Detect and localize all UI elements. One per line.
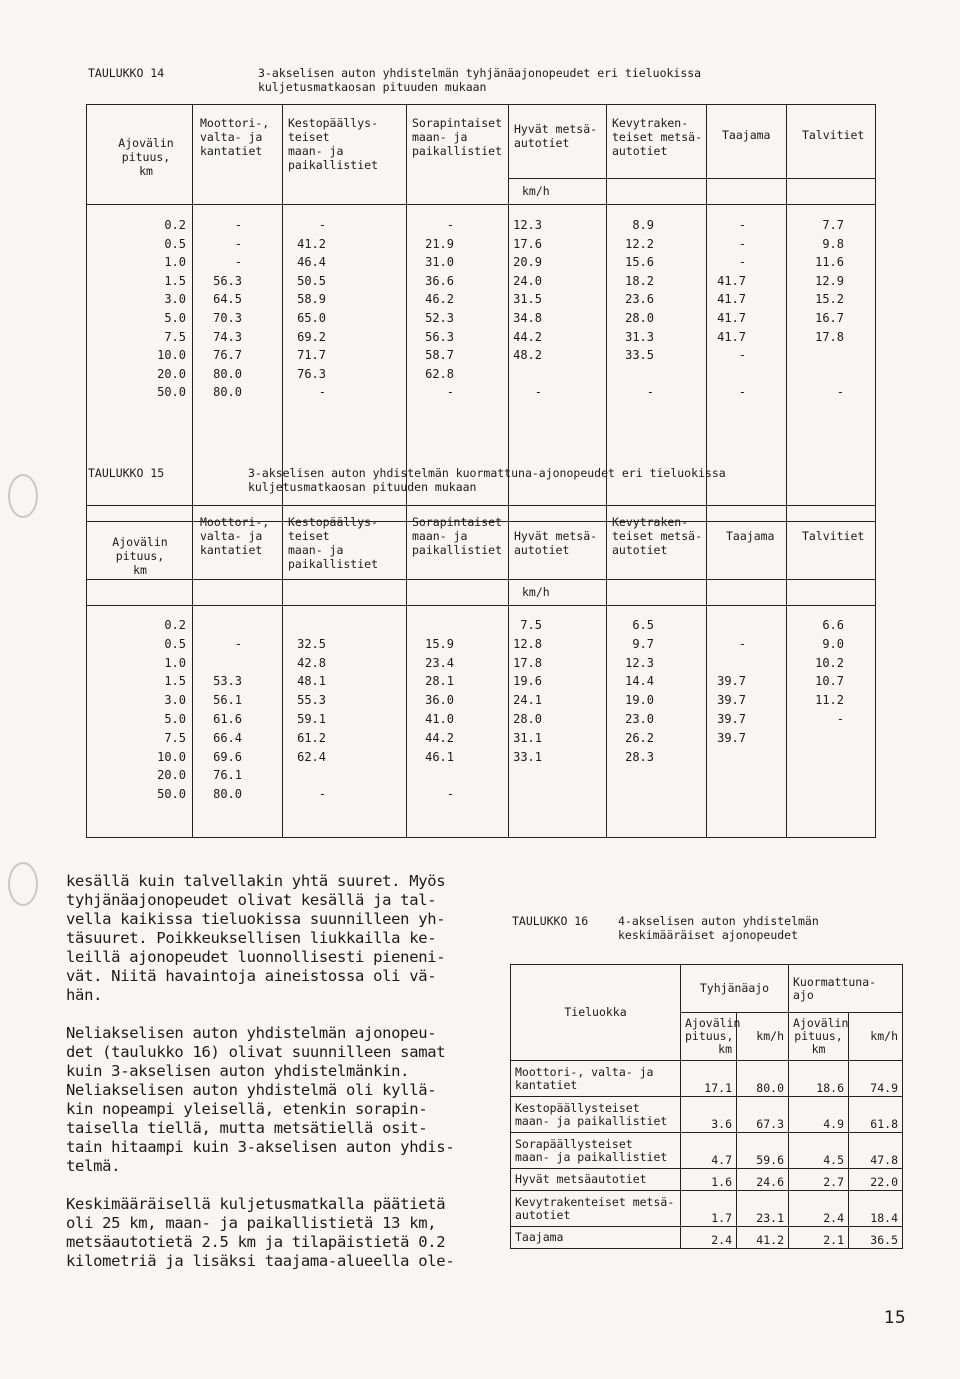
t14-h-unit: km/h [522, 184, 550, 198]
t15-cell: 66.4 [213, 730, 242, 745]
t15-cell: 0.2 [164, 618, 186, 632]
table16 [510, 964, 903, 1249]
t14-h-distance: Ajovälin pituus, km [118, 136, 174, 178]
t15-cell: 12.8 [513, 636, 542, 651]
t14-cell: - [234, 218, 242, 232]
t15-cell: 1.0 [164, 655, 186, 670]
t16-cell: 24.6 [737, 1169, 789, 1191]
t16-h-class: Tieluokka [511, 965, 681, 1061]
t14-cell: - [446, 218, 454, 232]
t16-class-name: Kestopäällysteiset maan- ja paikallistiet [511, 1097, 681, 1133]
t14-cell: 7.7 [822, 218, 844, 232]
t14-cell: - [836, 385, 844, 400]
t15-cell: 28.1 [425, 674, 454, 689]
t15-cell: 3.0 [164, 693, 186, 708]
t14-cell: 0.5 [164, 236, 186, 251]
t14-cell: - [318, 218, 326, 232]
t14-cell: 15.2 [815, 292, 844, 307]
t15-h-distance: Ajovälin pituus, km [112, 535, 168, 577]
t14-cell: 76.3 [297, 366, 326, 381]
t14-cell: 23.6 [625, 292, 654, 307]
t14-cell: 34.8 [513, 311, 542, 325]
t14-cell: 31.5 [513, 292, 542, 307]
t15-cell: 15.9 [425, 636, 454, 651]
t15-cell: 33.1 [513, 749, 542, 764]
t14-h-gravel: Sorapintaiset maan- ja paikallistiet [412, 116, 503, 158]
t14-cell: 1.0 [164, 255, 186, 270]
t15-cell: 6.5 [632, 618, 654, 632]
t14-cell: 69.2 [297, 329, 326, 344]
t15-cell: - [738, 636, 746, 651]
t14-cell: 24.0 [513, 273, 542, 288]
t14-cell: 64.5 [213, 292, 242, 307]
t15-cell: 41.0 [425, 712, 454, 726]
t15-cell: 39.7 [717, 730, 746, 745]
t16-cell: 80.0 [737, 1061, 789, 1097]
t15-cell: 14.4 [625, 674, 654, 689]
t15-cell: 24.1 [513, 693, 542, 708]
t16-cell: 18.4 [849, 1191, 903, 1227]
t15-cell: 12.3 [625, 655, 654, 670]
t16-h-dist-empty: Ajovälin pituus, km [681, 1013, 737, 1061]
t14-cell: 80.0 [213, 385, 242, 400]
t16-h-loaded: Kuormattuna- ajo [789, 965, 903, 1013]
t14-cell: - [738, 236, 746, 251]
t16-class-name: Hyvät metsäautotiet [511, 1169, 681, 1191]
t14-cell: 50.0 [157, 385, 186, 400]
t14-cell: 31.3 [625, 329, 654, 344]
t14-cell: - [646, 385, 654, 400]
t14-cell: 33.5 [625, 348, 654, 363]
t15-cell: 1.5 [164, 674, 186, 689]
t14-h-paved: Kestopäällys- teiset maan- ja paikallistiet [288, 116, 379, 172]
t16-cell: 2.4 [681, 1227, 737, 1249]
t14-cell: 12.2 [625, 236, 654, 251]
t14-cell: - [738, 348, 746, 363]
t15-cell: 76.1 [213, 768, 242, 783]
t14-cell: 41.7 [717, 329, 746, 344]
t14-cell: 50.5 [297, 273, 326, 288]
table15 [86, 505, 876, 838]
t14-cell: 58.7 [425, 348, 454, 363]
t14-cell: 16.7 [815, 311, 844, 325]
punch-hole-mark [8, 862, 38, 906]
t16-cell: 3.6 [681, 1097, 737, 1133]
t14-cell: 18.2 [625, 273, 654, 288]
t14-cell: 0.2 [164, 218, 186, 232]
t14-cell: 7.5 [164, 329, 186, 344]
t15-cell: 26.2 [625, 730, 654, 745]
t14-cell: 62.8 [425, 366, 454, 381]
t14-cell: 56.3 [425, 329, 454, 344]
t16-cell: 4.9 [789, 1097, 849, 1133]
t15-h-urban: Taajama [726, 529, 775, 543]
t15-cell: 10.0 [157, 749, 186, 764]
t15-cell: 56.1 [213, 693, 242, 708]
table16-body [511, 1061, 903, 1249]
t15-cell: - [836, 712, 844, 726]
paragraph-2: Neliakselisen auton yhdistelmän ajonopeu- det (taulukko 16) olivat suunnilleen samat kuin 3-akselisen auton yhdistelmänkin. Neliakselisen auton yhdistelmä oli kyllä- kin nopeampi yleisellä, etenkin sorapin- taisella tiellä, mutta metsätiellä osit- tain hitaampi kuin 3-akselisen auton yhdis- telmä. [66, 1024, 455, 1175]
t14-cell: - [738, 255, 746, 270]
t15-cell: 50.0 [157, 787, 186, 802]
t14-cell: 70.3 [213, 311, 242, 325]
t15-cell: 0.5 [164, 636, 186, 651]
t14-cell: 41.7 [717, 311, 746, 325]
t14-h-winter: Talvitiet [802, 128, 865, 142]
table14-title-line2: kuljetusmatkaosan pituuden mukaan [258, 80, 487, 94]
t16-cell: 41.2 [737, 1227, 789, 1249]
t14-h-forest-light: Kevytraken- teiset metsä- autotiet [612, 116, 703, 158]
t14-cell: 8.9 [632, 218, 654, 232]
t14-cell: 46.4 [297, 255, 326, 270]
t15-cell: 53.3 [213, 674, 242, 689]
t16-cell: 67.3 [737, 1097, 789, 1133]
t15-h-winter: Talvitiet [802, 529, 865, 543]
t14-cell: 71.7 [297, 348, 326, 363]
t16-class-name: Moottori-, valta- ja kantatiet [511, 1061, 681, 1097]
table15-label: TAULUKKO 15 [88, 466, 165, 480]
t15-cell: 55.3 [297, 693, 326, 708]
table16-title-line1: 4-akselisen auton yhdistelmän [618, 914, 819, 928]
table-row [511, 1097, 903, 1133]
t15-cell: 19.6 [513, 674, 542, 689]
t16-class-name: Kevytrakenteiset metsä- autotiet [511, 1191, 681, 1227]
page-number: 15 [884, 1308, 906, 1328]
t15-cell: 48.1 [297, 674, 326, 689]
t16-cell: 1.7 [681, 1191, 737, 1227]
t15-cell: 44.2 [425, 730, 454, 745]
t14-cell: 41.2 [297, 236, 326, 251]
t16-cell: 74.9 [849, 1061, 903, 1097]
t15-cell: 61.2 [297, 730, 326, 745]
t14-cell: 10.0 [157, 348, 186, 363]
table16-label: TAULUKKO 16 [512, 914, 589, 928]
table-row [511, 1061, 903, 1097]
t15-cell: 17.8 [513, 655, 542, 670]
t15-cell: 11.2 [815, 693, 844, 708]
body-text-left [66, 872, 486, 1271]
t16-h-speed-empty: km/h [737, 1013, 789, 1061]
t15-cell: 61.6 [213, 712, 242, 726]
t16-cell: 23.1 [737, 1191, 789, 1227]
t14-h-motorway: Moottori-, valta- ja kantatiet [200, 116, 270, 158]
t14-cell: 31.0 [425, 255, 454, 270]
t14-cell: 56.3 [213, 273, 242, 288]
table-row [511, 1169, 903, 1191]
t14-h-forest-good: Hyvät metsä- autotiet [514, 122, 598, 150]
t14-cell: 1.5 [164, 273, 186, 288]
t15-h-forest-light: Kevytraken- teiset metsä- autotiet [612, 515, 703, 557]
t15-cell: 39.7 [717, 712, 746, 726]
t15-cell: 7.5 [520, 618, 542, 632]
t14-cell: 65.0 [297, 311, 326, 325]
table-row [511, 1191, 903, 1227]
t14-cell: - [738, 385, 746, 400]
t15-cell: 19.0 [625, 693, 654, 708]
t14-cell: 15.6 [625, 255, 654, 270]
t16-cell: 17.1 [681, 1061, 737, 1097]
t14-cell: 20.0 [157, 366, 186, 381]
t14-cell: 17.6 [513, 236, 542, 251]
t15-cell: 7.5 [164, 730, 186, 745]
t15-cell: 69.6 [213, 749, 242, 764]
t16-class-name: Taajama [511, 1227, 681, 1249]
t15-cell: 23.4 [425, 655, 454, 670]
t15-cell: 20.0 [157, 768, 186, 783]
table14-label: TAULUKKO 14 [88, 66, 165, 80]
t14-cell: 41.7 [717, 292, 746, 307]
t16-cell: 1.6 [681, 1169, 737, 1191]
t15-h-gravel: Sorapintaiset maan- ja paikallistiet [412, 515, 503, 557]
t15-cell: - [234, 636, 242, 651]
t14-h-urban: Taajama [722, 128, 771, 142]
t15-cell: 5.0 [164, 712, 186, 726]
t15-cell: 6.6 [822, 618, 844, 632]
t14-cell: - [318, 385, 326, 400]
t15-cell: 28.0 [513, 712, 542, 726]
t15-cell: 10.7 [815, 674, 844, 689]
table14-title-line1: 3-akselisen auton yhdistelmän tyhjänäajonopeudet eri tieluokissa [258, 66, 702, 80]
t16-cell: 36.5 [849, 1227, 903, 1249]
t16-h-dist-loaded: Ajovälin pituus, km [789, 1013, 849, 1061]
t15-cell: 23.0 [625, 712, 654, 726]
t15-h-motorway: Moottori-, valta- ja kantatiet [200, 515, 270, 557]
t14-cell: 74.3 [213, 329, 242, 344]
t15-cell: 39.7 [717, 674, 746, 689]
t15-cell: - [446, 787, 454, 802]
t15-h-unit: km/h [522, 585, 550, 599]
t14-cell: - [738, 218, 746, 232]
t16-h-speed-loaded: km/h [849, 1013, 903, 1061]
t14-cell: 46.2 [425, 292, 454, 307]
t15-cell: 36.0 [425, 693, 454, 708]
table16-title-line2: keskimääräiset ajonopeudet [618, 928, 799, 942]
t15-cell: 9.7 [632, 636, 654, 651]
t15-cell: 42.8 [297, 655, 326, 670]
t14-cell: - [534, 385, 542, 400]
paragraph-1: kesällä kuin talvellakin yhtä suuret. Myös tyhjänäajonopeudet olivat kesällä ja tal- vella kaikissa tieluokissa suunnilleen yh- täsuuret. Poikkeuksellisen liukkailla ke- leillä ajonopeudet luonnollisesti pieneni- vät. Niitä havaintoja aineistossa oli vä- hän. [66, 872, 446, 1004]
t14-cell: 44.2 [513, 329, 542, 344]
t14-cell: 11.6 [815, 255, 844, 270]
t16-h-empty: Tyhjänäajo [681, 965, 789, 1013]
t14-cell: 52.3 [425, 311, 454, 325]
t15-cell: 9.0 [822, 636, 844, 651]
t15-h-paved: Kestopäällys- teiset maan- ja paikallistiet [288, 515, 379, 571]
t14-cell: 21.9 [425, 236, 454, 251]
t14-cell: 3.0 [164, 292, 186, 307]
t14-cell: 5.0 [164, 311, 186, 325]
t15-cell: 80.0 [213, 787, 242, 802]
t14-cell: 48.2 [513, 348, 542, 363]
t15-cell: 28.3 [625, 749, 654, 764]
t16-class-name: Sorapäällysteiset maan- ja paikallistiet [511, 1133, 681, 1169]
t14-cell: 28.0 [625, 311, 654, 325]
t16-cell: 47.8 [849, 1133, 903, 1169]
t14-cell: 41.7 [717, 273, 746, 288]
t15-cell: 10.2 [815, 655, 844, 670]
t15-cell: 39.7 [717, 693, 746, 708]
t14-cell: 9.8 [822, 236, 844, 251]
table-row [511, 1227, 903, 1249]
t15-h-forest-good: Hyvät metsä- autotiet [514, 529, 598, 557]
t14-cell: 20.9 [513, 255, 542, 270]
paragraph-3: Keskimääräisellä kuljetusmatkalla päätietä oli 25 km, maan- ja paikallistietä 13 km, metsäautotietä 2.5 km ja tilapäistietä 0.2 kilometriä ja lisäksi taajama-alueella ole- [66, 1195, 455, 1270]
t16-cell: 61.8 [849, 1097, 903, 1133]
t14-cell: 80.0 [213, 366, 242, 381]
t14-cell: 58.9 [297, 292, 326, 307]
t15-cell: - [318, 787, 326, 802]
t15-cell: 59.1 [297, 712, 326, 726]
table14 [86, 104, 876, 522]
t16-cell: 59.6 [737, 1133, 789, 1169]
t16-cell: 2.7 [789, 1169, 849, 1191]
t15-cell: 32.5 [297, 636, 326, 651]
t16-cell: 22.0 [849, 1169, 903, 1191]
t14-cell: - [446, 385, 454, 400]
t14-cell: - [234, 236, 242, 251]
t14-cell: 36.6 [425, 273, 454, 288]
t16-cell: 18.6 [789, 1061, 849, 1097]
t16-cell: 4.7 [681, 1133, 737, 1169]
t16-cell: 2.4 [789, 1191, 849, 1227]
table15-title-line2: kuljetusmatkaosan pituuden mukaan [248, 480, 477, 494]
table15-title-line1: 3-akselisen auton yhdistelmän kuormattuna-ajonopeudet eri tieluokissa [248, 466, 726, 480]
t14-cell: - [234, 255, 242, 270]
t15-cell: 46.1 [425, 749, 454, 764]
t14-cell: 12.9 [815, 273, 844, 288]
t16-cell: 4.5 [789, 1133, 849, 1169]
t14-cell: 12.3 [513, 218, 542, 232]
punch-hole-mark [8, 474, 38, 518]
t14-cell: 17.8 [815, 329, 844, 344]
table-row [511, 1133, 903, 1169]
t15-cell: 31.1 [513, 730, 542, 745]
t15-cell: 62.4 [297, 749, 326, 764]
t16-cell: 2.1 [789, 1227, 849, 1249]
t14-cell: 76.7 [213, 348, 242, 363]
